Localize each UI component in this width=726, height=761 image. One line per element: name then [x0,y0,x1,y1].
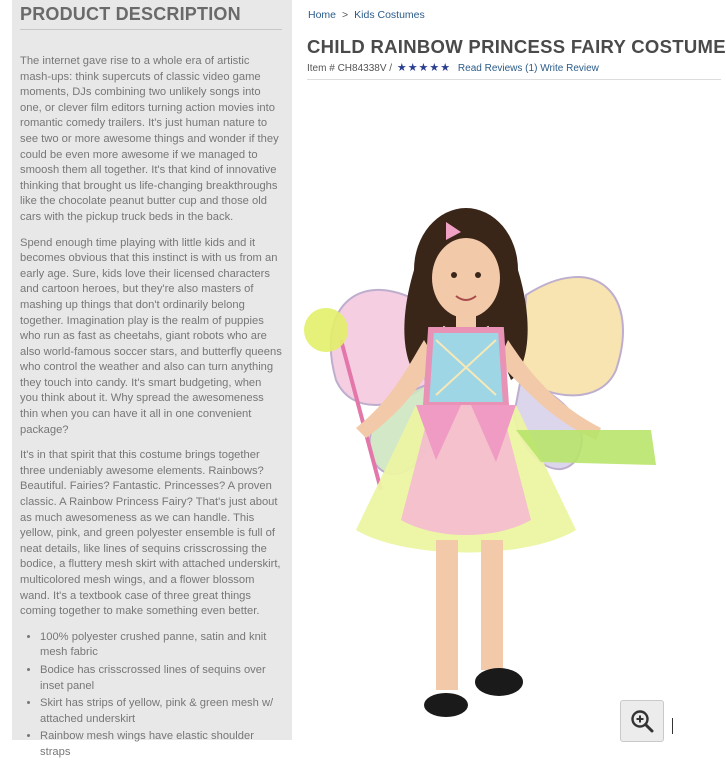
description-paragraph: The internet gave rise to a whole era of artistic mash-ups: think supercuts of classic video game moments, DJs combining two unlikely songs into one, or clever film editors turning action movies into romantic comedy trailers. It's just human nature to see two or more awesome things and wonder if they could be even more awesome if we managed to smoosh them all together. It's that kind of innovative thinking that brought us life-changing breakthroughs like the chocolate peanut butter cup and those old cars with the pickup truck beds in the back. [20,55,279,223]
breadcrumb [308,9,425,21]
right-wing [521,277,623,395]
product-meta [307,61,599,74]
right-leg [481,540,503,670]
right-shoe [475,668,523,696]
star-rating-icon: ★★★★★ [396,62,452,74]
product-title: CHILD RAINBOW PRINCESS FAIRY COSTUME [307,36,726,57]
face [432,238,500,318]
text-cursor [672,718,673,734]
item-number: Item # CH84338V / [307,63,393,74]
feature-list-item: • 100% polyester crushed panne, satin and knit mesh fabric [40,630,282,661]
description-paragraph: Spend enough time playing with little kids and it becomes obvious that this instinct is with us from an early age. Sure, kids love their licensed characters and cartoon heroes, but they're also masters of mashing up things that don't ordinarily belong together. Imagination play is the realm of puppies who run as fast as cheetahs, giant robots who are also world-famous soccer stars, and butterfly queens who control the weather and also can turn anything they touch into candy. It's smart budgeting, when you think about it. Why spread the awesomeness thin when you can have it all in one convenient package? [20,236,282,436]
header-divider [307,79,721,80]
zoom-in-icon [629,708,655,734]
product-description-panel [12,0,292,758]
description-heading: PRODUCT DESCRIPTION [20,4,282,30]
feature-list [20,630,282,761]
breadcrumb-separator: > [342,9,349,21]
write-review-link[interactable]: Write Review [540,63,599,74]
description-body [12,30,292,761]
description-paragraph: It's in that spirit that this costume brings together three undeniably awesome elements. Rainbows? Beautiful. Fairies? Fantastic. Princesses? A proven classic. A Rainbow Princess Fairy? That's just about as much awesomeness as we can handle. This yellow, pink, and green polyester ensemble is full of neat details, like lines of sequins crisscrossing the bodice, a fluttery mesh skirt with attached underskirt, multicolored mesh wings, and a flower blossom wand. It's a textbook case of three great things coming together to make something even better. [20,449,281,618]
breadcrumb-home-link[interactable]: Home [308,9,337,21]
feature-list-item: • Rainbow mesh wings have elastic shoulder straps [40,729,282,760]
breadcrumb-category-link[interactable]: Kids Costumes [354,9,425,21]
left-leg [436,540,458,690]
feature-list-item: • Bodice has crisscrossed lines of sequins over inset panel [40,663,282,694]
zoom-button[interactable] [620,700,664,742]
wand-flower [304,308,348,352]
feature-list-item: • Skirt has strips of yellow, pink & green mesh w/ attached underskirt [40,696,282,727]
left-shoe [424,693,468,717]
product-image [296,200,666,735]
read-reviews-link[interactable]: Read Reviews (1) [457,63,538,74]
